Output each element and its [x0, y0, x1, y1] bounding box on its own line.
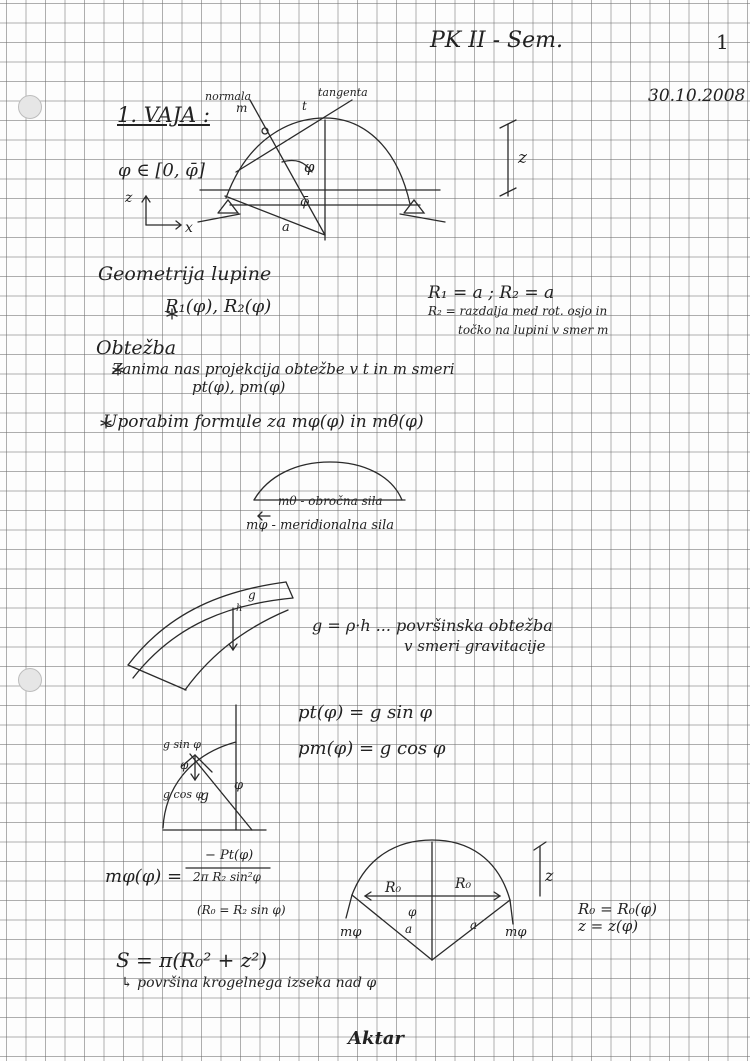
force-diagram: [254, 462, 405, 520]
surface-load-def: g = ρ·h ... površinska obtežba: [312, 616, 553, 635]
load-item-1: Zanima nas projekcija obtežbe v t in m smeri: [112, 360, 455, 378]
label-g-vector: g: [200, 788, 209, 804]
brand-logo: Aktar: [348, 1028, 404, 1049]
label-g-cos: g cos φ: [163, 788, 204, 801]
formula-s-note: ↳ površina krogelnega izseka nad φ: [121, 975, 377, 991]
heading-geometry: Geometrija lupine: [98, 263, 272, 285]
label-m: m: [236, 101, 248, 115]
shell-segment: [128, 582, 293, 690]
formula-s: S = π(R₀² + z²): [116, 948, 268, 972]
r2-note-line2: točko na lupini v smer m: [458, 323, 609, 337]
relation-z: z = z(φ): [578, 917, 639, 935]
surface-load-def-2: v smeri gravitacije: [404, 637, 546, 655]
page-number: 1: [716, 30, 729, 54]
label-a: a: [282, 220, 290, 235]
label-r0-right: R₀: [455, 876, 472, 892]
formula-pm: pm(φ) = g cos φ: [298, 738, 446, 759]
formula-r0: (R₀ = R₂ sin φ): [197, 903, 286, 917]
label-g-sin: g sin φ: [163, 738, 201, 751]
label-tangenta: tangenta: [318, 86, 368, 99]
r2-note-line1: R₂ = razdalja med rot. osjo in: [428, 304, 608, 318]
label-phi-4: φ: [234, 778, 244, 793]
heading-load: Obtežba: [96, 337, 177, 359]
label-phi: φ: [304, 158, 315, 176]
formula-pt: pt(φ) = g sin φ: [298, 702, 433, 723]
label-a-5-left: a: [405, 922, 413, 936]
axis-z: z: [125, 190, 133, 206]
label-hoop-force: mθ - obročna sila: [278, 494, 383, 508]
label-mphi-left: mφ: [340, 925, 362, 940]
course-title: PK II - Sem.: [430, 28, 563, 53]
angle-range: φ ∈ [0, φ̄]: [118, 160, 205, 181]
formula-mphi-den: 2π R₂ sin²φ: [193, 870, 261, 884]
label-mphi-right: mφ: [505, 925, 527, 940]
label-g-shell: g: [248, 588, 256, 602]
radii-equations: R₁ = a ; R₂ = a: [428, 283, 555, 303]
label-phi-4b: φ: [180, 758, 189, 772]
load-item-2: Uporabim formule za mφ(φ) in mθ(φ): [103, 412, 424, 432]
label-z-height: z: [518, 148, 527, 168]
dome-r0-diagram: [346, 840, 546, 960]
label-h: h: [236, 603, 243, 614]
exercise-title: 1. VAJA :: [117, 103, 210, 127]
relation-r0: R₀ = R₀(φ): [578, 900, 657, 918]
label-r0-left: R₀: [385, 880, 402, 896]
formula-mphi-num: − Pt(φ): [205, 848, 254, 863]
label-phi-5: φ: [408, 905, 417, 919]
label-z-5: z: [545, 866, 554, 885]
label-phi-bar: φ̄: [300, 195, 310, 210]
label-a-5-right: a: [470, 918, 478, 932]
geometry-item: R₁(φ), R₂(φ): [165, 296, 272, 317]
label-meridional-force: mφ - meridionalna sila: [246, 518, 395, 533]
axis-x: x: [185, 220, 193, 236]
load-components: [163, 705, 266, 830]
date: 30.10.2008: [648, 86, 746, 106]
label-normala: normala: [205, 90, 252, 103]
load-item-1-sub: pt(φ), pm(φ): [192, 378, 286, 396]
formula-mphi-lhs: mφ(φ) =: [105, 866, 183, 887]
dome-diagram: [142, 100, 516, 240]
label-t: t: [302, 99, 307, 113]
bullet-stars: [101, 309, 177, 428]
